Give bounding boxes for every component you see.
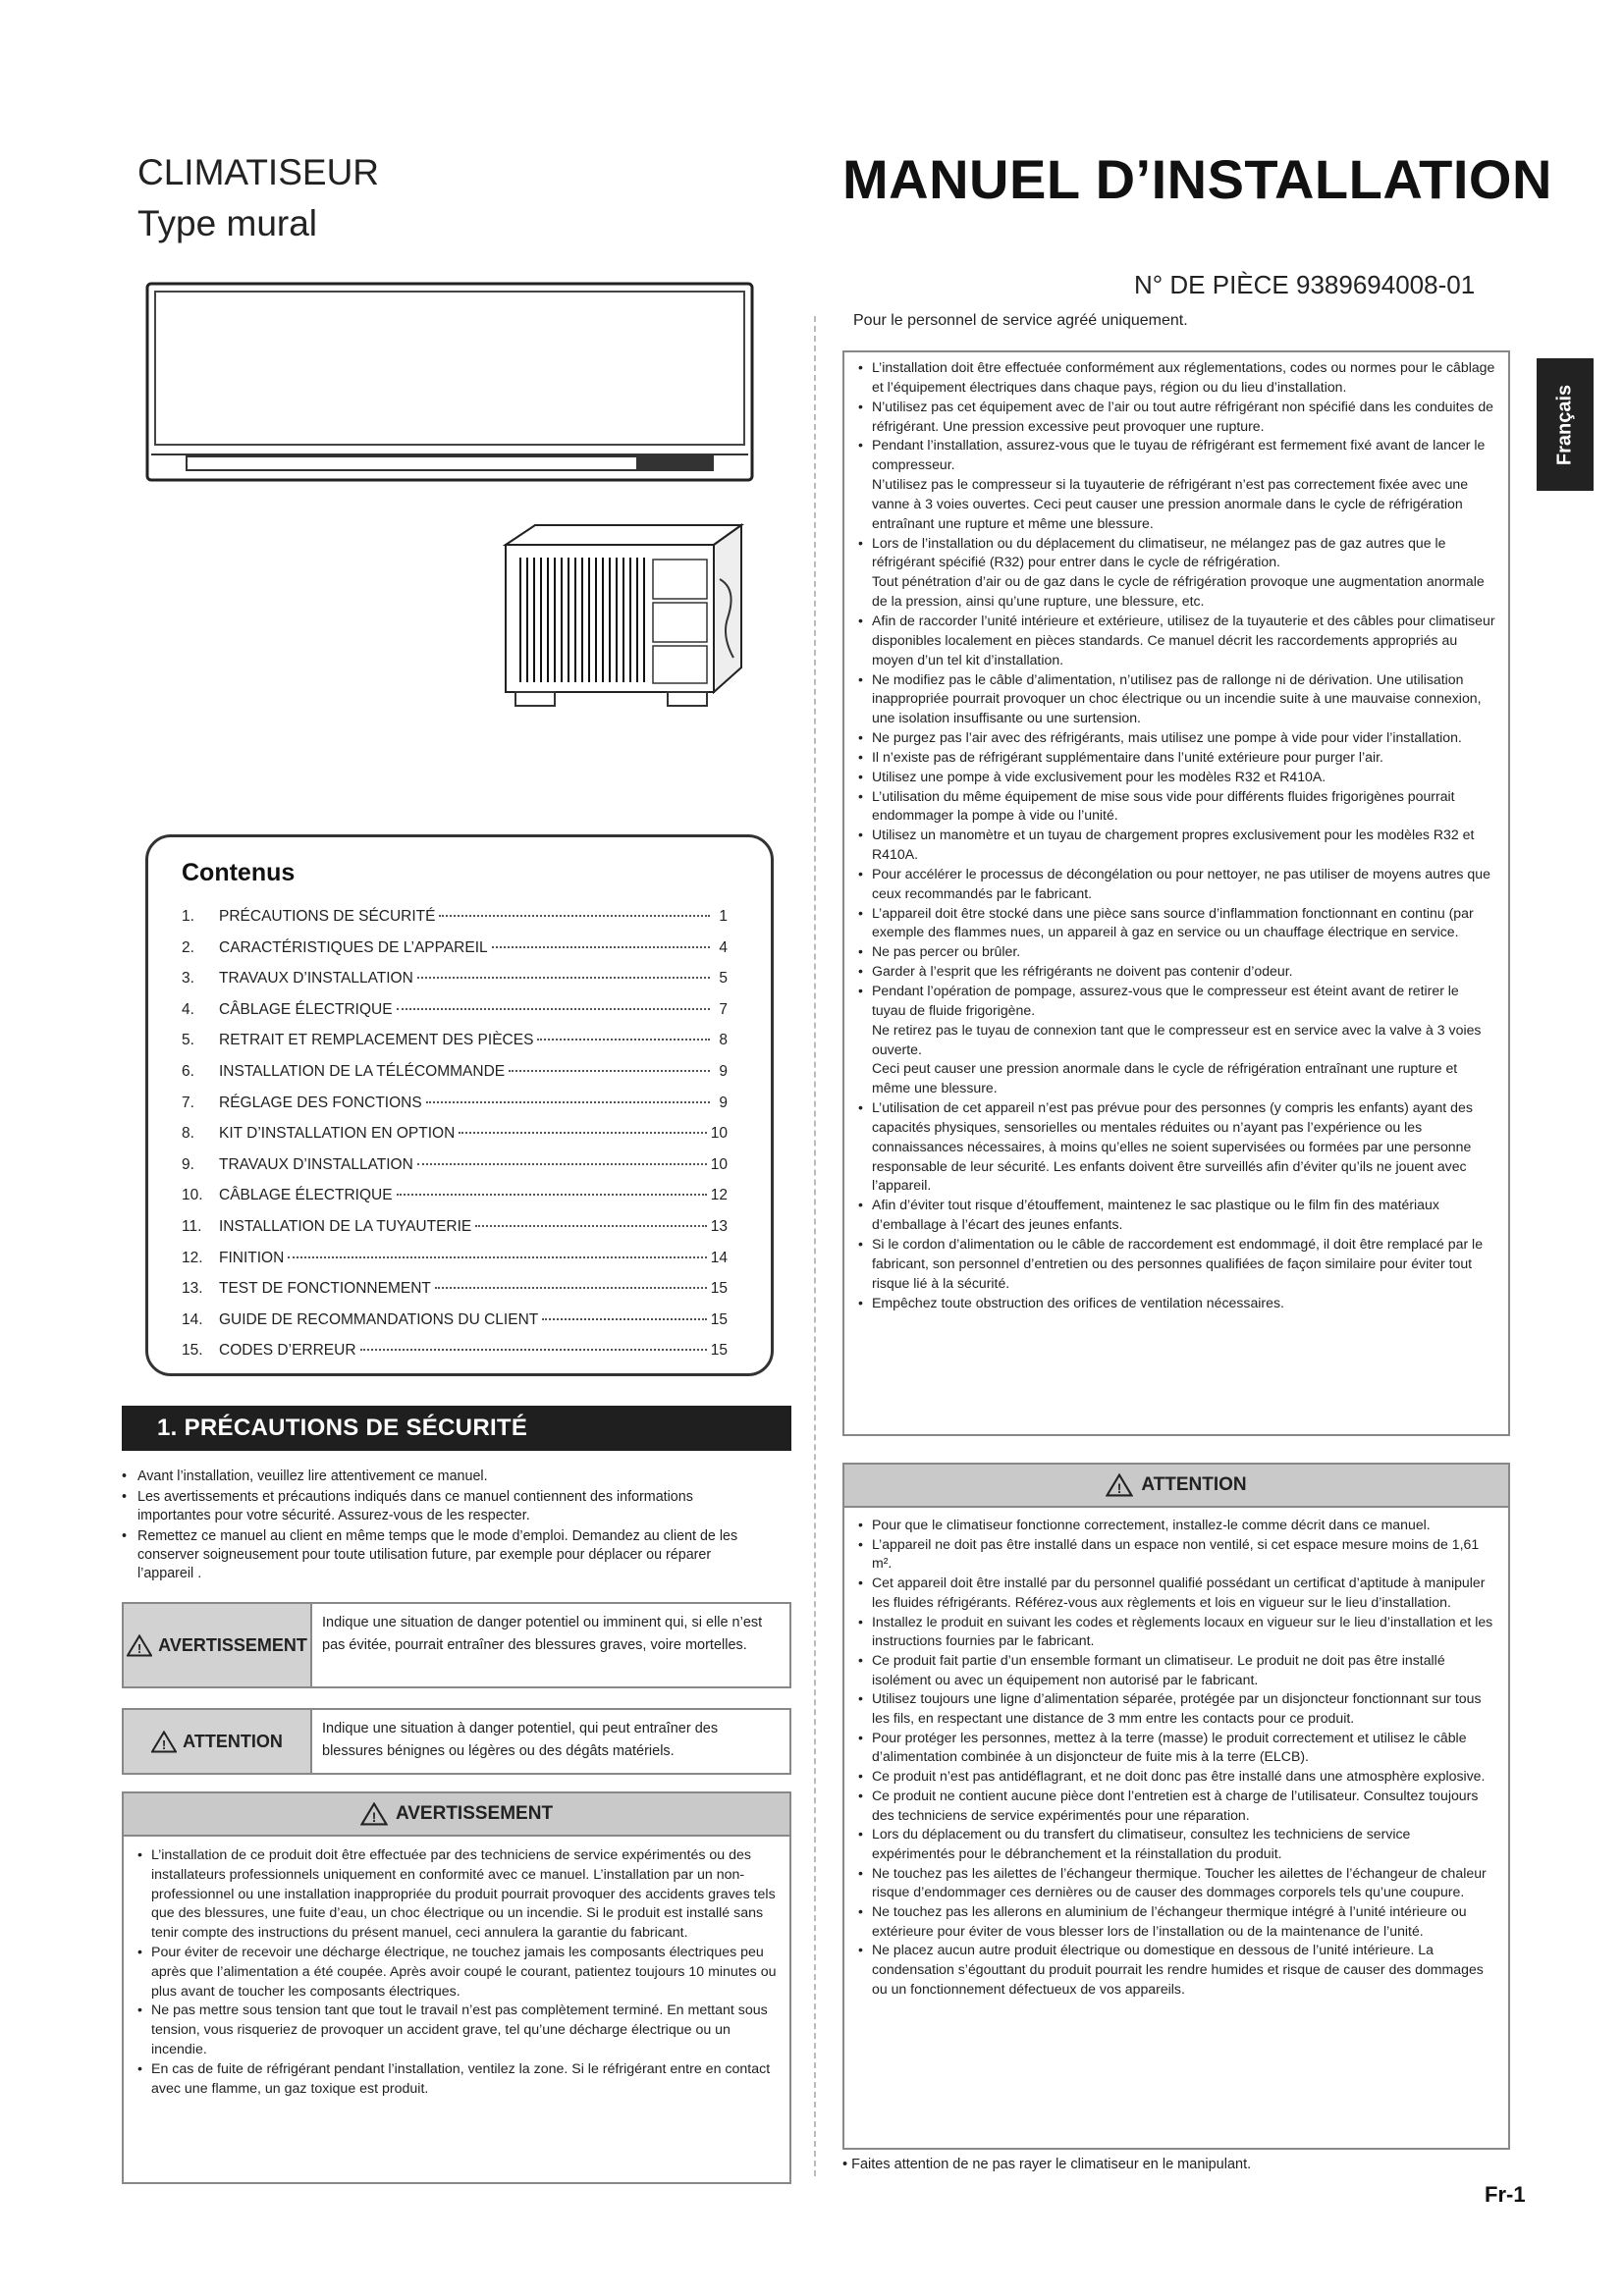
toc-item[interactable] bbox=[182, 1342, 728, 1373]
list-item: • En cas de fuite de réfrigérant pendant l’installation, ventilez la zone. Si le réfrigérant entre en contact avec une flamme, un gaz toxique est produit. bbox=[135, 2060, 778, 2100]
legend-caution-label: ATTENTION bbox=[183, 1731, 283, 1751]
svg-text:!: ! bbox=[1117, 1480, 1122, 1496]
toc-page: 5 bbox=[719, 970, 728, 988]
toc-item[interactable] bbox=[182, 970, 728, 1001]
toc-item[interactable] bbox=[182, 1032, 728, 1063]
toc-num: 15. bbox=[182, 1342, 203, 1360]
product-type: Type mural bbox=[137, 203, 318, 243]
list-item: • Pour que le climatiseur fonctionne correctement, installez-le comme décrit dans ce manuel. bbox=[856, 1516, 1496, 1535]
warning-box-left bbox=[122, 1791, 791, 2184]
toc-page: 9 bbox=[719, 1062, 728, 1080]
svg-text:!: ! bbox=[136, 1640, 142, 1656]
toc-num: 7. bbox=[182, 1094, 194, 1111]
toc-num: 1. bbox=[182, 908, 194, 925]
list-item: • Utilisez une pompe à vide exclusivement pour les modèles R32 et R410A. bbox=[856, 768, 1496, 787]
toc-num: 2. bbox=[182, 938, 194, 956]
product-name: CLIMATISEUR bbox=[137, 152, 380, 192]
toc-page: 10 bbox=[710, 1125, 728, 1143]
toc-item[interactable] bbox=[182, 1280, 728, 1311]
toc-item[interactable] bbox=[182, 1250, 728, 1281]
toc-label: CÂBLAGE ÉLECTRIQUE bbox=[219, 1000, 393, 1018]
list-item: • L’utilisation de cet appareil n’est pas prévue pour des personnes (y compris les enfants) ayant des capacités physiques, sensorielles ou mentales réduites ou n’ayant pas l’expérience ou les connaissances nécessaires, à moins qu’elles ne soient supervisées ou formées par une personne responsable de leur sécurité. Les enfants doivent être surveillés afin d’éviter qu’ils ne jouent avec l’appareil. bbox=[856, 1098, 1496, 1196]
warning-triangle-icon bbox=[151, 1731, 177, 1753]
toc-label: RÉGLAGE DES FONCTIONS bbox=[219, 1094, 422, 1111]
list-item: • Pendant l’installation, assurez-vous que le tuyau de réfrigérant est fermement fixé avant de lancer le compresseur. bbox=[856, 436, 1496, 475]
svg-text:!: ! bbox=[371, 1809, 377, 1825]
toc-num: 5. bbox=[182, 1032, 194, 1049]
list-item: • L’installation doit être effectuée conformément aux réglementations, codes ou normes pour le câblage et l’équipement électriques dans chaque pays, région ou du lieu d’installation. bbox=[856, 358, 1496, 398]
warning-triangle-icon bbox=[127, 1634, 152, 1657]
toc-page: 13 bbox=[710, 1217, 728, 1235]
caution-box-title: ATTENTION bbox=[1141, 1474, 1247, 1495]
list-item: • Lors de l’installation ou du déplacement du climatiseur, ne mélangez pas de gaz autres que le réfrigérant spécifié (R32) pour entrer dans le cycle de réfrigération. bbox=[856, 534, 1496, 573]
list-item: • Ne modifiez pas le câble d’alimentation, n’utilisez pas de rallonge ni de dérivation. Une utilisation inappropriée pourrait provoquer un choc électrique ou un incendie suite à une mauvaise connexion, une isolation insuffisante ou une surtension. bbox=[856, 670, 1496, 729]
list-item: • Ne purgez pas l’air avec des réfrigérants, mais utilisez une pompe à vide pour vider l’installation. bbox=[856, 728, 1496, 748]
list-item: • Afin de raccorder l’unité intérieure et extérieure, utilisez de la tuyauterie et des câbles pour climatiseur disponibles localement en pièces standards. Ce manuel décrit les raccordements appropriés au moyen d’un tel kit d’installation. bbox=[856, 612, 1496, 670]
list-item: • L’installation de ce produit doit être effectuée par des techniciens de service expérimentés ou des installateurs professionnels uniquement en conformité avec ce manuel. L’installation par un non-professionnel ou une installation inappropriée du produit pourrait provoquer des accidents graves tels que des blessures, une fuite d’eau, un choc électrique ou un incendie. Si le produit est installé sans tenir compte des instructions du présent manuel, ceci annulera la garantie du fabricant. bbox=[135, 1846, 778, 1944]
list-item: Tout pénétration d’air ou de gaz dans le cycle de réfrigération provoque une augmentation anormale de la pression, ainsi qu’une rupture, une blessure, etc. bbox=[872, 573, 1485, 610]
list-item: • Pendant l’opération de pompage, assurez-vous que le compresseur est éteint avant de retirer le tuyau de fluide frigorigène. bbox=[856, 982, 1496, 1021]
service-personnel-note: Pour le personnel de service agréé uniquement. bbox=[853, 312, 1188, 329]
legend-caution bbox=[122, 1708, 791, 1775]
contents-heading: Contenus bbox=[182, 859, 296, 886]
toc-item[interactable] bbox=[182, 1187, 728, 1218]
list-item: • Ne pas mettre sous tension tant que tout le travail n’est pas complètement terminé. En mettant sous tension, vous risqueriez de provoquer un accident grave, tel qu’une décharge électrique ou un incendie. bbox=[135, 2002, 778, 2059]
outdoor-unit-illustration bbox=[496, 520, 746, 712]
list-item: • Il n’existe pas de réfrigérant supplémentaire dans l’unité extérieure pour purger l’air. bbox=[856, 748, 1496, 768]
toc-num: 13. bbox=[182, 1280, 203, 1298]
toc-page: 15 bbox=[710, 1280, 728, 1298]
toc-num: 10. bbox=[182, 1187, 203, 1204]
list-item: • Les avertissements et précautions indiqués dans ce manuel contiennent des informations importantes pour votre sécurité. Assurez-vous de les respecter. bbox=[122, 1488, 770, 1525]
toc-num: 8. bbox=[182, 1125, 194, 1143]
list-item: • Ne pas percer ou brûler. bbox=[856, 942, 1496, 962]
warning-triangle-icon bbox=[1106, 1473, 1133, 1497]
list-item: • L’appareil doit être stocké dans une pièce sans source d’inflammation fonctionnant en continu (par exemple des flammes nues, un appareil à gaz en service ou un chauffage électrique en service. bbox=[856, 904, 1496, 943]
list-item: • Garder à l’esprit que les réfrigérants ne doivent pas contenir d’odeur. bbox=[856, 962, 1496, 982]
list-item: N’utilisez pas le compresseur si la tuyauterie de réfrigérant n’est pas correctement fixée avec une vanne à 3 voies ouvertes. Ceci peut causer une pression anormale dans le cycle de réfrigération entraînant une rupture et même une blessure. bbox=[872, 476, 1469, 531]
toc-page: 9 bbox=[719, 1094, 728, 1111]
toc-item[interactable] bbox=[182, 1001, 728, 1033]
caution-box-right bbox=[842, 1463, 1510, 2150]
column-divider bbox=[814, 316, 816, 2176]
list-item: • Ne touchez pas les ailettes de l’échangeur thermique. Toucher les ailettes de l’échangeur de chaleur risque d’endommager ces dernières ou de causer des dommages corporels tels qu’une coupure. bbox=[856, 1864, 1496, 1902]
toc-label: CARACTÉRISTIQUES DE L’APPAREIL bbox=[219, 938, 488, 956]
warning-right-list bbox=[844, 352, 1508, 1320]
svg-text:!: ! bbox=[162, 1736, 167, 1752]
toc-label: TRAVAUX D’INSTALLATION bbox=[219, 970, 413, 988]
list-item: • Pour protéger les personnes, mettez à la terre (masse) le produit correctement et utilisez le câble d’alimentation combinée à un disjoncteur de fuite mis à la terre (ELCB). bbox=[856, 1729, 1496, 1767]
list-item: • Pour éviter de recevoir une décharge électrique, ne touchez jamais les composants électriques peu après que l’alimentation a été coupée. Après avoir coupé le courant, patientez toujours 10 minutes ou plus avant de toucher les composants électriques. bbox=[135, 1944, 778, 2002]
list-item: • Avant l’installation, veuillez lire attentivement ce manuel. bbox=[122, 1468, 770, 1486]
toc-page: 10 bbox=[710, 1155, 728, 1173]
toc-num: 14. bbox=[182, 1310, 203, 1328]
toc-label: CÂBLAGE ÉLECTRIQUE bbox=[219, 1187, 393, 1204]
toc-page: 4 bbox=[719, 938, 728, 956]
list-item: • Cet appareil doit être installé par du personnel qualifié possédant un certificat d’aptitude à manipuler les fluides réfrigérants. Référez-vous aux règlements et lois en vigueur sur le lieu d’installation. bbox=[856, 1574, 1496, 1612]
toc-label: CODES D’ERREUR bbox=[219, 1342, 356, 1360]
toc-label: RETRAIT ET REMPLACEMENT DES PIÈCES bbox=[219, 1032, 534, 1049]
page-number: Fr-1 bbox=[1485, 2182, 1526, 2207]
list-item: • Ce produit ne contient aucune pièce dont l’entretien est à charge de l’utilisateur. Consultez toujours des techniciens de service expérimentés pour une réparation. bbox=[856, 1787, 1496, 1825]
product-header bbox=[137, 147, 379, 249]
list-item: • Utilisez un manomètre et un tuyau de chargement propres exclusivement pour les modèles R32 et R410A. bbox=[856, 826, 1496, 865]
language-tab[interactable] bbox=[1537, 358, 1594, 491]
warning-list bbox=[124, 1837, 789, 2107]
toc-item[interactable] bbox=[182, 1218, 728, 1250]
toc-label: INSTALLATION DE LA TÉLÉCOMMANDE bbox=[219, 1062, 506, 1080]
toc-label: FINITION bbox=[219, 1249, 285, 1266]
toc-label: PRÉCAUTIONS DE SÉCURITÉ bbox=[219, 908, 436, 925]
warning-box-title: AVERTISSEMENT bbox=[395, 1803, 554, 1824]
list-item: • L’appareil ne doit pas être installé dans un espace non ventilé, si cet espace mesure moins de 1,61 m². bbox=[856, 1535, 1496, 1574]
manual-title: MANUEL D’INSTALLATION bbox=[842, 148, 1552, 210]
toc-item[interactable] bbox=[182, 1125, 728, 1156]
toc-item[interactable] bbox=[182, 939, 728, 971]
list-item: • Ce produit fait partie d’un ensemble formant un climatiseur. Le produit ne doit pas être installé isolément ou avec un équipement non autorisé par le fabricant. bbox=[856, 1651, 1496, 1689]
toc-item[interactable] bbox=[182, 1311, 728, 1343]
toc-page: 15 bbox=[710, 1310, 728, 1328]
toc-label: INSTALLATION DE LA TUYAUTERIE bbox=[219, 1217, 472, 1235]
toc-num: 12. bbox=[182, 1249, 203, 1266]
toc-page: 15 bbox=[710, 1342, 728, 1360]
list-item: • Afin d’éviter tout risque d’étouffement, maintenez le sac plastique ou le film fin des matériaux d’emballage à l’écart des jeunes enfants. bbox=[856, 1196, 1496, 1235]
list-item: • Remettez ce manuel au client en même temps que le mode d’emploi. Demandez au client de les conserver soigneusement pour toute utilisation future, par exemple pour déplacer ou réparer l’appareil . bbox=[122, 1527, 770, 1583]
list-item: • Ne placez aucun autre produit électrique ou domestique en dessous de l’unité intérieure. La condensation s’égouttant du produit pourrait les rendre humides et risque de causer des dommages ou un fonctionnement défectueux de vos appareils. bbox=[856, 1941, 1496, 1999]
toc-num: 9. bbox=[182, 1155, 194, 1173]
toc-label: KIT D’INSTALLATION EN OPTION bbox=[219, 1125, 456, 1143]
warning-box-right bbox=[842, 350, 1510, 1436]
toc-item[interactable] bbox=[182, 908, 728, 939]
caution-list bbox=[844, 1508, 1508, 2007]
toc-page: 7 bbox=[719, 1000, 728, 1018]
section-title: 1. PRÉCAUTIONS DE SÉCURITÉ bbox=[157, 1415, 528, 1441]
toc-num: 3. bbox=[182, 970, 194, 988]
legend-caution-text: Indique une situation à danger potentiel, qui peut entraîner des blessures bénignes ou légères ou des dégâts matériels. bbox=[310, 1710, 789, 1773]
list-item: • Lors du déplacement ou du transfert du climatiseur, consultez les techniciens de service expérimentés pour le débranchement et la réinstallation du produit. bbox=[856, 1825, 1496, 1863]
part-number: N° DE PIÈCE 9389694008-01 bbox=[1134, 270, 1476, 299]
toc-label: GUIDE DE RECOMMANDATIONS DU CLIENT bbox=[219, 1310, 539, 1328]
toc-label: TEST DE FONCTIONNEMENT bbox=[219, 1280, 431, 1298]
toc-page: 12 bbox=[710, 1187, 728, 1204]
list-item: • Installez le produit en suivant les codes et règlements locaux en vigueur sur le lieu d’installation et les instructions fournies par le fabricant. bbox=[856, 1613, 1496, 1651]
list-item: Ceci peut causer une pression anormale dans le cycle de réfrigération entraînant une rupture et même une blessure. bbox=[872, 1060, 1458, 1096]
safety-intro-list bbox=[122, 1468, 770, 1585]
warning-triangle-icon bbox=[360, 1802, 388, 1826]
contents-box bbox=[145, 834, 774, 1376]
legend-warning bbox=[122, 1602, 791, 1688]
toc-page: 1 bbox=[719, 908, 728, 925]
list-item: • Pour accélérer le processus de décongélation ou pour nettoyer, ne pas utiliser de moyens autres que ceux recommandés par le fabricant. bbox=[856, 865, 1496, 904]
list-item: Ne retirez pas le tuyau de connexion tant que le compresseur est en service avec la valve à 3 voies ouverte. bbox=[872, 1021, 1482, 1057]
list-item: • L’utilisation du même équipement de mise sous vide pour différents fluides frigorigènes pourrait endommager la pompe à vide ou l’unité. bbox=[856, 787, 1496, 827]
table-of-contents bbox=[182, 908, 728, 1373]
legend-warning-text: Indique une situation de danger potentiel ou imminent qui, si elle n’est pas évitée, pourrait entraîner des blessures graves, voire mortelles. bbox=[310, 1604, 789, 1686]
list-item: • Empêchez toute obstruction des orifices de ventilation nécessaires. bbox=[856, 1294, 1496, 1313]
toc-label: TRAVAUX D’INSTALLATION bbox=[219, 1155, 413, 1173]
footnote-text: Faites attention de ne pas rayer le climatiseur en le manipulant. bbox=[851, 2157, 1252, 2172]
language-tab-label: Français bbox=[1553, 384, 1576, 465]
toc-num: 11. bbox=[182, 1217, 202, 1235]
list-item: • Si le cordon d’alimentation ou le câble de raccordement est endommagé, il doit être remplacé par le fabricant, son personnel d’entretien ou des personnes qualifiées de façon similaire pour éviter tout risque lié à la sécurité. bbox=[856, 1235, 1496, 1294]
section-header-safety bbox=[122, 1406, 791, 1451]
toc-num: 6. bbox=[182, 1062, 194, 1080]
toc-page: 8 bbox=[719, 1032, 728, 1049]
list-item: • N’utilisez pas cet équipement avec de l’air ou tout autre réfrigérant non spécifié dans les conduites de réfrigérant. Une pression excessive peut provoquer une rupture. bbox=[856, 398, 1496, 437]
list-item: • Utilisez toujours une ligne d’alimentation séparée, protégée par un disjoncteur fonctionnant sur tous les fils, en respectant une distance de 3 mm entre les contacts pour ce produit. bbox=[856, 1689, 1496, 1728]
toc-num: 4. bbox=[182, 1000, 194, 1018]
toc-item[interactable] bbox=[182, 1095, 728, 1126]
indoor-unit-illustration bbox=[145, 282, 754, 484]
toc-item[interactable] bbox=[182, 1063, 728, 1095]
toc-page: 14 bbox=[710, 1249, 728, 1266]
list-item: • Ne touchez pas les allerons en aluminium de l’échangeur thermique intégré à l’unité intérieure ou extérieure pour éviter de vous blesser lors de l’installation ou de la maintenance de l’unité. bbox=[856, 1902, 1496, 1941]
handling-footnote: • Faites attention de ne pas rayer le climatiseur en le manipulant. bbox=[842, 2157, 1252, 2172]
list-item: • Ce produit n’est pas antidéflagrant, et ne doit donc pas être installé dans une atmosphère explosive. bbox=[856, 1767, 1496, 1787]
legend-warning-label: AVERTISSEMENT bbox=[158, 1634, 307, 1655]
toc-item[interactable] bbox=[182, 1156, 728, 1188]
